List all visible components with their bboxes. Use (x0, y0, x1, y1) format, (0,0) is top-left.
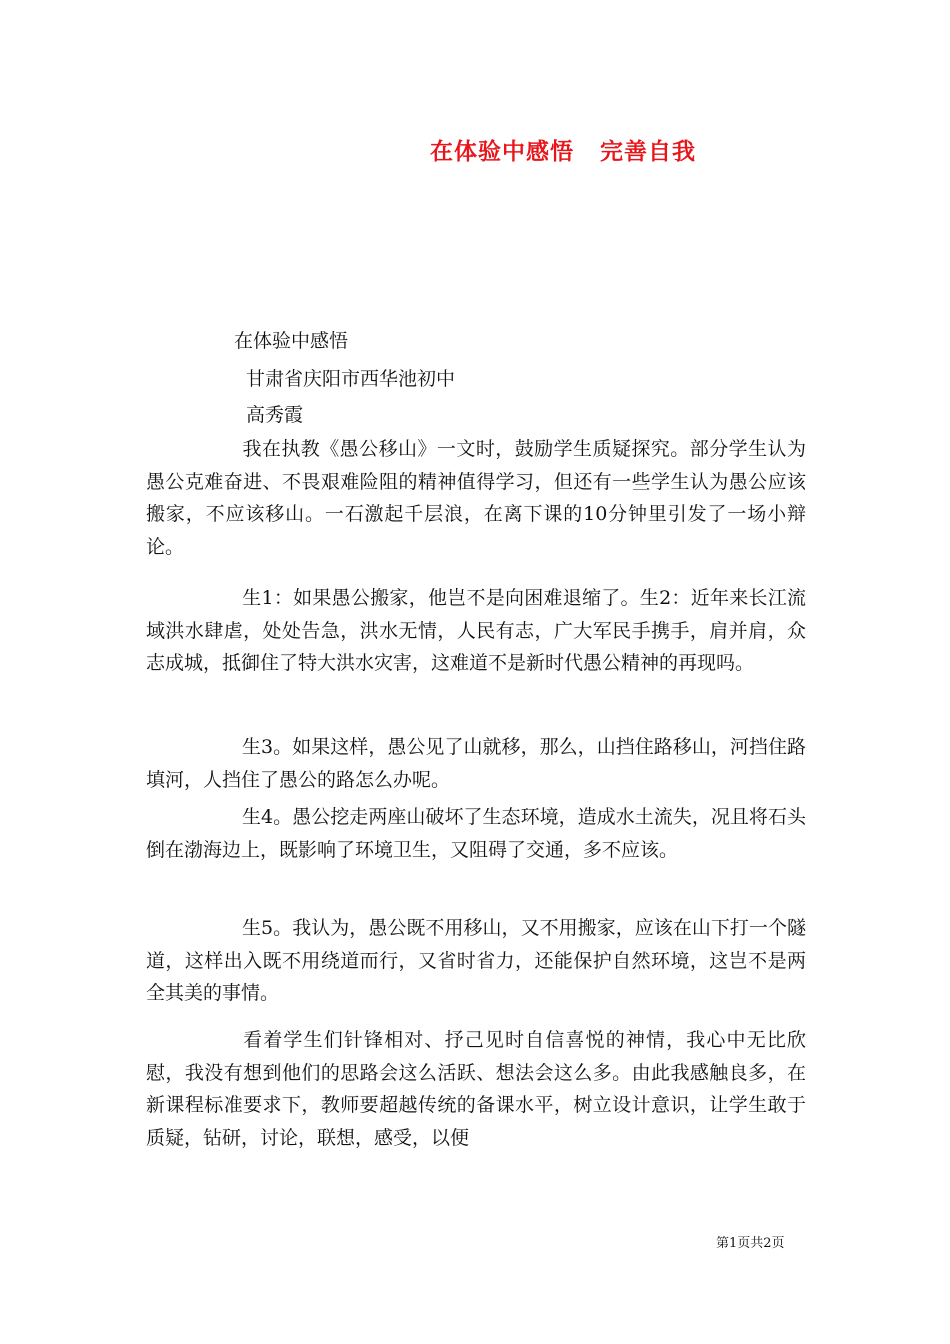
paragraph-1-text: 我在执教《愚公移山》一文时，鼓励学生质疑探究。部分学生认为愚公克难奋进、不畏艰难险阻的精神值得学习，但还有一些学生认为愚公应该搬家，不应该移山。一石激起千层浪，在离下课的10分钟里引发了一场小辩论。 (146, 438, 806, 558)
paragraph-5-text: 生5。我认为，愚公既不用移山，又不用搬家，应该在山下打一个隧道，这样出入既不用绕道而行，又省时省力，还能保护自然环境，这岂不是两全其美的事情。 (146, 917, 806, 1004)
paragraph-5 (146, 912, 806, 1010)
paragraph-6 (146, 1024, 806, 1154)
paragraph-2-text: 生1：如果愚公搬家，他岂不是向困难退缩了。生2：近年来长江流域洪水肆虐，处处告急，洪水无情，人民有志，广大军民手携手，肩并肩，众志成城，抵御住了特大洪水灾害，这难道不是新时代愚公精神的再现吗。 (146, 587, 806, 674)
page-number-footer: 第1页共2页 (716, 1236, 785, 1251)
paragraph-4-text: 生4。愚公挖走两座山破坏了生态环境，造成水土流失，况且将石头倒在渤海边上，既影响了环境卫生，又阻碍了交通，多不应该。 (146, 806, 806, 861)
author-name: 高秀霞 (246, 404, 304, 426)
paragraph-6-text: 看着学生们针锋相对、抒己见时自信喜悦的神情，我心中无比欣慰，我没有想到他们的思路会这么活跃、想法会这么多。由此我感触良多，在新课程标准要求下，教师要超越传统的备课水平，树立设计意识，让学生敢于质疑，钻研，讨论，联想，感受，以便 (146, 1029, 806, 1149)
paragraph-3-text: 生3。如果这样，愚公见了山就移，那么，山挡住路移山，河挡住路填河，人挡住了愚公的路怎么办呢。 (146, 736, 806, 791)
title-part-2: 完善自我 (600, 138, 696, 165)
paragraph-3 (146, 731, 806, 796)
paragraph-4 (146, 801, 806, 866)
paragraph-2 (146, 582, 806, 680)
article-subtitle: 在体验中感悟 (234, 330, 349, 352)
document-title (430, 133, 696, 166)
title-part-1: 在体验中感悟 (430, 138, 574, 165)
paragraph-1 (146, 433, 806, 563)
author-school: 甘肃省庆阳市西华池初中 (246, 368, 456, 390)
